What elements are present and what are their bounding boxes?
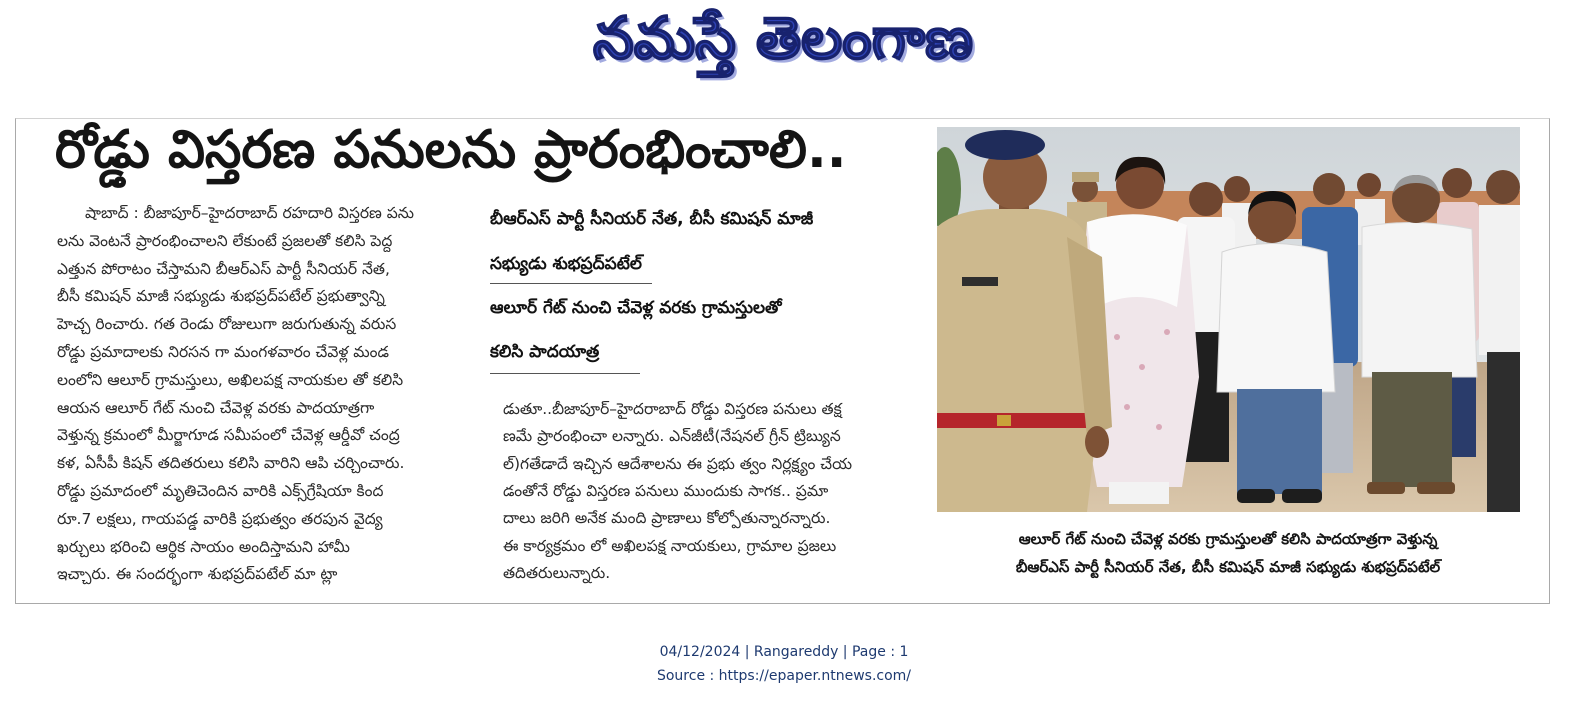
body-line: తదితరులున్నారు.	[503, 563, 611, 582]
article-headline: రోడ్డు విస్తరణ పనులను ప్రారంభించాలి..	[55, 120, 847, 180]
body-line: ఎత్తున పోరాటం చేస్తామని బీఆర్ఎస్ పార్టీ సీనియర్ నేత,	[57, 259, 390, 278]
body-line: హెచ్చ రించారు. గత రెండు రోజులుగా జరుగుతున్న వరుస	[57, 315, 397, 334]
body-line: డంతోనే రోడ్డు విస్తరణ పనులు ముందుకు సాగక.. ప్రమా	[503, 481, 829, 500]
source-link[interactable]: Source : https://epaper.ntnews.com/	[656, 668, 912, 684]
body-line: లంలోని ఆలూర్ గ్రామస్తులు, అఖిలపక్ష నాయకుల తో కలిసి	[57, 370, 404, 389]
middle-text-column	[490, 200, 892, 584]
body-line: షాబాద్ : బీజాపూర్–హైదరాబాద్ రహదారి విస్తరణ పను	[85, 204, 415, 222]
body-line: దాలు జరిగి అనేక మంది ప్రాణాలు కోల్పోతున్నారన్నారు.	[503, 509, 831, 528]
body-line: ల్)గతేడాదే ఇచ్చిన ఆదేశాలను ఈ ప్రభు త్వం నిర్లక్ష్యం చేయ	[503, 454, 853, 473]
body-line: రోడ్డు ప్రమాదాలకు నిరసన గా మంగళవారం చేవెళ్ల మండ	[57, 343, 390, 361]
body-line: ఇచ్చారు. ఈ సందర్భంగా శుభప్రద్‌పటేల్ మా ట్లా	[57, 565, 338, 584]
subhead-divider	[490, 373, 640, 374]
edition-info: 04/12/2024 | Rangareddy | Page : 1	[659, 644, 909, 660]
subhead-line: కలిసి పాదయాత్ర	[490, 342, 600, 362]
photo-caption-line: బీఆర్ఎస్ పార్టీ సీనియర్ నేత, బీసీ కమిషన్ మాజీ సభ్యుడు శుభప్రద్‌పటేల్	[1015, 558, 1441, 576]
body-line: రూ.7 లక్షలు, గాయపడ్డ వారికి ప్రభుత్వం తరపున వైద్య	[57, 509, 383, 528]
newspaper-masthead-logo: నమస్తే తెలంగాణ	[593, 4, 973, 72]
subhead-divider	[490, 283, 652, 284]
body-line: వెళ్తున్న క్రమంలో మీర్జాగూడ సమీపంలో చేవెళ్ల ఆర్డీవో చంద్ర	[57, 426, 400, 445]
body-line: రోడ్డు ప్రమాదంలో మృతిచెందిన వారికి ఎక్స్‌గ్రేషియా కింద	[57, 482, 384, 500]
body-line: లను వెంటనే ప్రారంభించాలని లేకుంటే ప్రజలతో కలిసి పెద్ద	[57, 231, 393, 250]
police-belt	[937, 413, 1087, 428]
body-line: ణమే ప్రారంభించా లన్నారు. ఎన్‌జీటీ(నేషనల్ గ్రీన్ ట్రిబ్యున	[503, 427, 841, 446]
subhead-line: సభ్యుడు శుభప్రద్‌పటేల్	[490, 254, 642, 274]
left-text-column	[57, 203, 482, 587]
subhead-line: బీఆర్ఎస్ పార్టీ సీనియర్ నేత, బీసీ కమిషన్ మాజీ	[490, 209, 814, 229]
name-plate	[962, 277, 998, 286]
body-line: ఖర్చులు భరించి ఆర్థిక సాయం అందిస్తామని హామీ	[57, 537, 350, 556]
photo-caption-line: ఆలూర్ గేట్ నుంచి చేవెళ్ల వరకు గ్రామస్తులతో కలిసి పాదయాత్రగా వెళ్తున్న	[1018, 530, 1438, 548]
news-photo	[937, 127, 1520, 512]
body-line: ఆయన ఆలూర్ గేట్ నుంచి చేవెళ్ల వరకు పాదయాత్రగా	[57, 398, 375, 417]
police-beret	[965, 130, 1045, 160]
body-line: డుతూ..బీజాపూర్–హైదరాబాద్ రోడ్డు విస్తరణ పనులు తక్ష	[503, 400, 842, 418]
body-line: బీసీ కమిషన్ మాజీ సభ్యుడు శుభప్రద్‌పటేల్ ప్రభుత్వాన్ని	[57, 287, 385, 306]
body-line: కళ, ఏసీపీ కిషన్ తదితరులు కలిసి వారిని ఆపి చర్చించారు.	[57, 454, 405, 473]
subhead-line: ఆలూర్ గేట్ నుంచి చేవెళ్ల వరకు గ్రామస్తులతో	[490, 298, 782, 318]
body-line: ఈ కార్యక్రమం లో అఖిలపక్ష నాయకులు, గ్రామాల ప్రజలు	[503, 536, 837, 555]
